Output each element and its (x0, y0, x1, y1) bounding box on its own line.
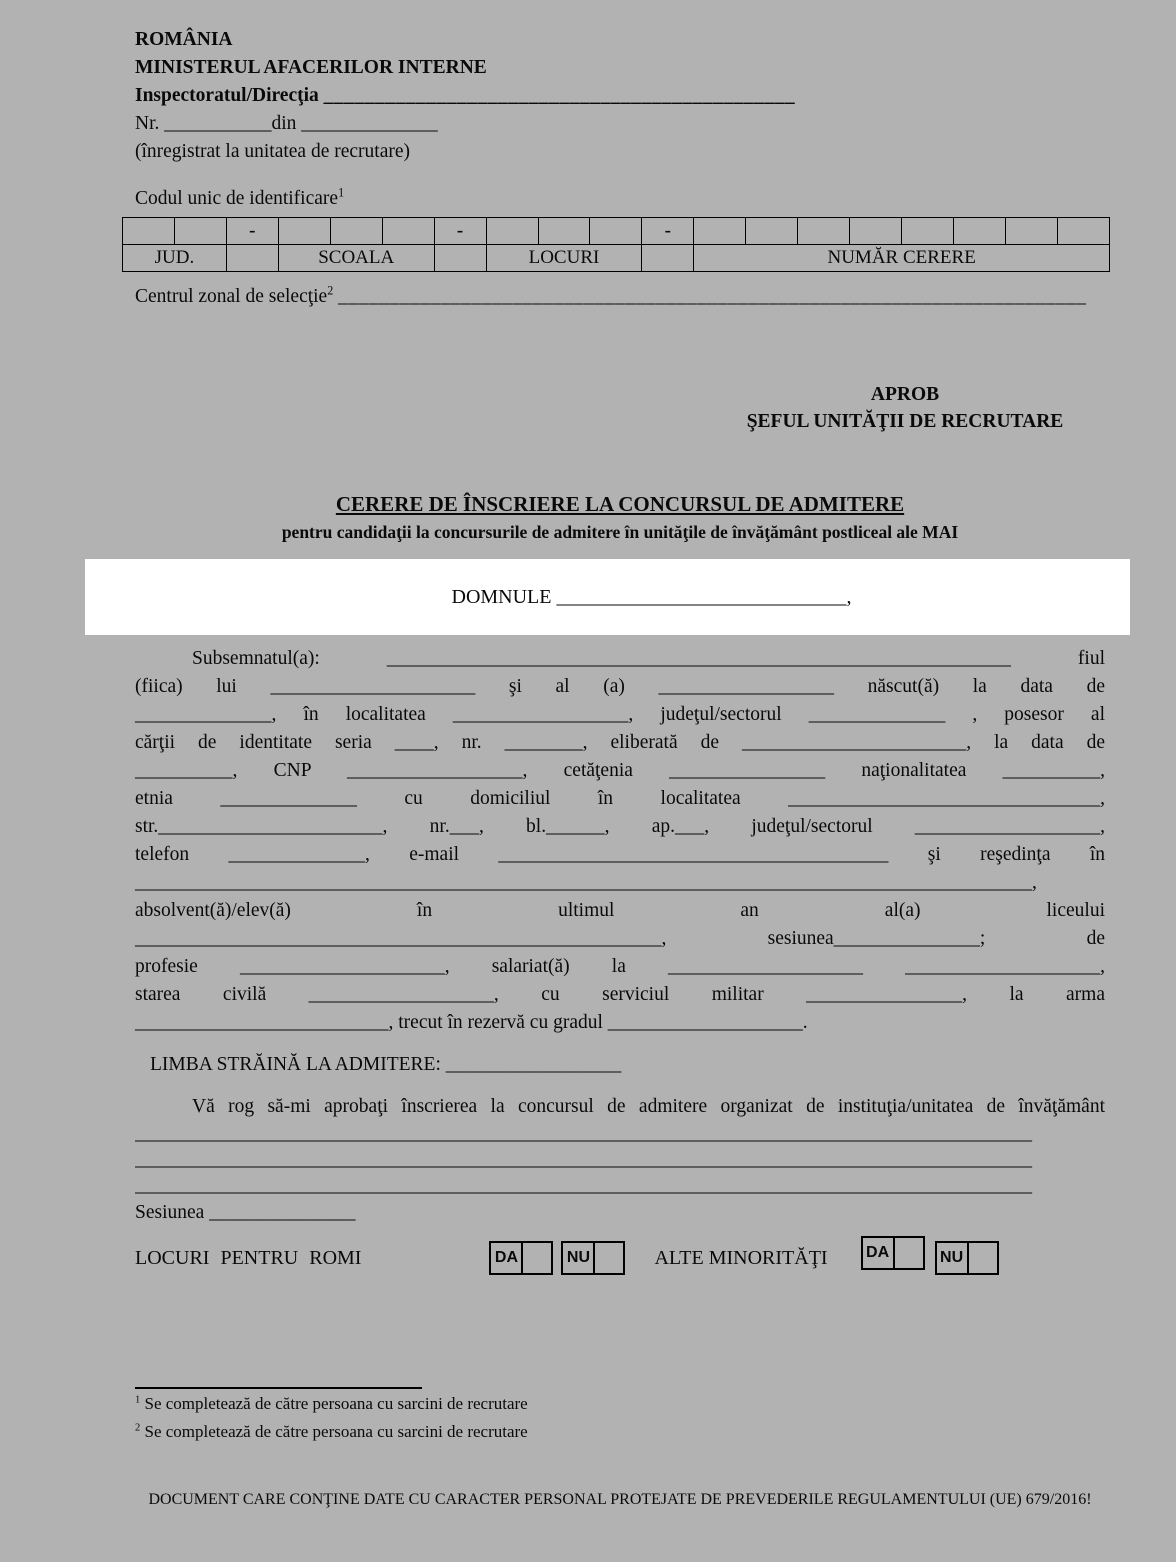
application-body (135, 645, 1105, 1037)
body-line: Subsemnatul(a): ________________________________________________________________ fiul (192, 648, 1105, 669)
selection-center-line (135, 283, 1105, 311)
code-digit-cell (382, 218, 434, 245)
institution-blank-line: ____________________________________________________________________________________________ (135, 1149, 1032, 1170)
footnote-ref-1: 1 (338, 185, 345, 200)
label-jud: JUD. (123, 245, 227, 272)
request-sentence: Vă rog să-mi aprobaţi înscrierea la concursul de admitere organizat de instituţia/unitatea de învăţământ (192, 1096, 1105, 1117)
roma-nu-checkbox[interactable] (595, 1243, 623, 1273)
roma-da-checkbox[interactable] (523, 1243, 551, 1273)
body-line: etnia ______________ cu domiciliul în localitatea ________________________________, (135, 788, 1105, 809)
inspectorate-blank-field: ______________________________________________ (323, 85, 796, 106)
form-subtitle: pentru candidaţii la concursurile de admitere în unităţile de învăţământ postliceal ale MAI (281, 522, 959, 542)
code-dash-cell: - (434, 218, 486, 245)
nu-label: NU (563, 1243, 595, 1273)
body-line: ______________________________________________________, sesiunea_______________; de (135, 928, 1105, 949)
document-header (135, 26, 1105, 166)
selection-center-label: Centrul zonal de selecţie (135, 286, 328, 307)
footnote-1 (135, 1391, 1176, 1417)
code-digit-cell (1005, 218, 1057, 245)
roma-seats-label: LOCURI PENTRU ROMI (135, 1246, 362, 1269)
body-line: absolvent(ă)/elev(ă) în ultimul an al(a) liceului (135, 900, 1105, 921)
code-digit-cell (954, 218, 1006, 245)
institution-blank-line: ____________________________________________________________________________________________ (135, 1123, 1032, 1144)
approval-title: APROB (870, 384, 940, 405)
body-line: cărţii de identitate seria ____, nr. ________, eliberată de _______________________, la data de (135, 732, 1105, 753)
da-label: DA (491, 1243, 523, 1273)
unique-code-label-line (135, 186, 1105, 212)
other-minorities-label: ALTE MINORITĂŢI (654, 1246, 828, 1269)
code-digit-cell (123, 218, 175, 245)
code-digit-cell (798, 218, 850, 245)
code-digit-cell (1057, 218, 1109, 245)
body-line: (fiica) lui _____________________ şi al (a) __________________ născut(ă) la data de (135, 676, 1105, 697)
code-digit-cell (330, 218, 382, 245)
gdpr-notice: DOCUMENT CARE CONŢINE DATE CU CARACTER PERSONAL PROTEJATE DE PREVEDERILE REGULAMENTULUI (UE) 679/2016! (148, 1491, 1092, 1508)
label-numar-cerere: NUMĂR CERERE (694, 245, 1110, 272)
body-line: __________________________, trecut în rezervă cu gradul ____________________. (135, 1012, 808, 1033)
minorities-nu-checkbox[interactable] (969, 1243, 997, 1273)
country-title: ROMÂNIA (135, 29, 233, 50)
label-locuri: LOCURI (486, 245, 642, 272)
footnote-1-text: Se completează de către persoana cu sarcini de recrutare (140, 1394, 528, 1413)
session-line: Sesiunea _______________ (135, 1202, 356, 1223)
da-label: DA (863, 1238, 895, 1268)
approval-block (705, 381, 1105, 435)
roma-da-option (489, 1241, 553, 1275)
minorities-da-checkbox[interactable] (895, 1238, 923, 1268)
label-sep-cell (434, 245, 486, 272)
body-line: ____________________________________________________________________________________________, (135, 872, 1037, 893)
label-scoala: SCOALA (278, 245, 434, 272)
foreign-language-line: LIMBA STRĂINĂ LA ADMITERE: __________________ (150, 1054, 622, 1075)
code-dash-cell: - (642, 218, 694, 245)
code-digit-cell (486, 218, 538, 245)
domnule-highlight-band (85, 559, 1130, 635)
body-line: ______________, în localitatea __________________, judeţul/sectorul ______________ , posesor al (135, 704, 1105, 725)
code-digit-cell (538, 218, 590, 245)
code-digit-cell (850, 218, 902, 245)
label-sep-cell (642, 245, 694, 272)
code-digit-cell (278, 218, 330, 245)
code-digit-cell (174, 218, 226, 245)
minorities-nu-option (935, 1241, 999, 1275)
inspectorate-line (135, 82, 1105, 110)
body-line: str._______________________, nr.___, bl.______, ap.___, judeţul/sectorul ___________________, (135, 816, 1105, 837)
options-row (135, 1241, 1105, 1275)
code-dash-cell: - (226, 218, 278, 245)
unique-code-label: Codul unic de identificare (135, 188, 339, 209)
nu-label: NU (937, 1243, 969, 1273)
form-title: CERERE DE ÎNSCRIERE LA CONCURSUL DE ADMITERE (335, 492, 905, 516)
body-line: profesie _____________________, salariat(ă) la ____________________ ____________________, (135, 956, 1105, 977)
footnote-1-marker: 1 (135, 1394, 141, 1406)
code-digit-cell (746, 218, 798, 245)
roma-nu-option (561, 1241, 625, 1275)
label-sep-cell (226, 245, 278, 272)
inspectorate-label: Inspectoratul/Direcţia (135, 85, 319, 106)
footnote-separator (135, 1387, 422, 1389)
code-label-row (123, 245, 1110, 272)
code-digit-cell (694, 218, 746, 245)
minorities-da-option (861, 1236, 925, 1270)
code-digit-cell (902, 218, 954, 245)
approval-signer-title: ŞEFUL UNITĂŢII DE RECRUTARE (746, 411, 1064, 432)
unique-id-code-table (122, 217, 1110, 272)
institution-blank-line: ____________________________________________________________________________________________ (135, 1175, 1032, 1196)
ministry-title: MINISTERUL AFACERILOR INTERNE (135, 57, 487, 78)
registration-number-line: Nr. ___________din ______________ (135, 113, 438, 134)
footnote-2-text: Se completează de către persoana cu sarcini de recrutare (140, 1422, 528, 1441)
registration-note: (înregistrat la unitatea de recrutare) (135, 141, 411, 162)
body-line: telefon ______________, e-mail ________________________________________ şi reşedinţa în (135, 844, 1105, 865)
footnote-ref-2: 2 (327, 283, 334, 298)
code-digit-cell (590, 218, 642, 245)
code-digit-row (123, 218, 1110, 245)
body-line: starea civilă ___________________, cu serviciul militar ________________, la arma (135, 984, 1105, 1005)
addressee-line: DOMNULE _____________________________, (451, 585, 852, 608)
selection-center-blank-field: _________________________________________________________________________ (338, 286, 1087, 307)
footnote-2-marker: 2 (135, 1422, 141, 1434)
body-line: __________, CNP __________________, cetăţenia ________________ naţionalitatea __________, (135, 760, 1105, 781)
footnote-2 (135, 1419, 1176, 1445)
